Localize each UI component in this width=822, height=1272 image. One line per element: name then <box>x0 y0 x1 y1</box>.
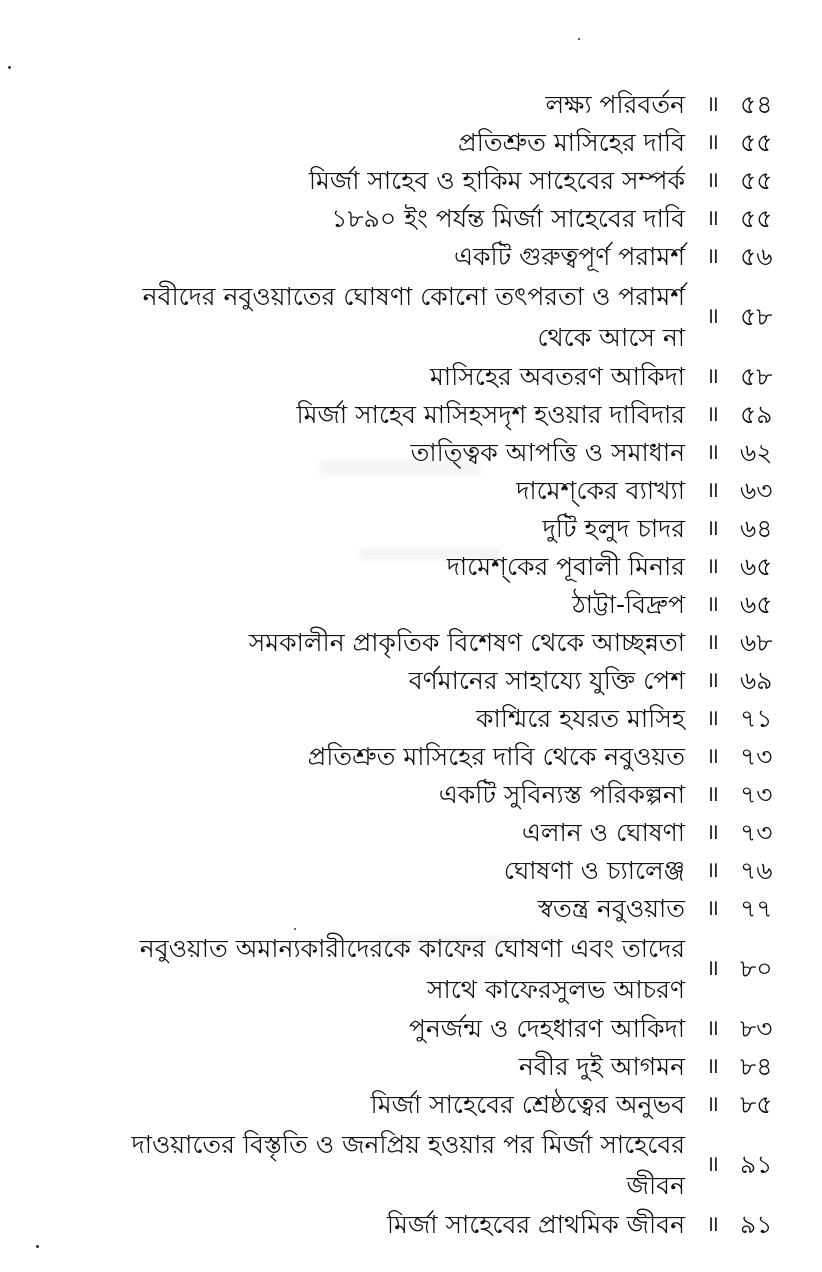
toc-entry-title: স্বতন্ত্র নবুওয়াত <box>537 894 685 923</box>
toc-entry <box>60 238 800 276</box>
toc-entry <box>60 1086 800 1124</box>
toc-entry-title: মির্জা সাহেব ও হাকিম সাহেবের সম্পর্ক <box>308 166 685 195</box>
toc-page-number: ৫৫ <box>740 128 773 157</box>
toc-page-number: ৬৪ <box>740 514 773 543</box>
toc-separator: ॥ <box>705 304 720 329</box>
toc-entry-title: মির্জা সাহেবের প্রাথমিক জীবন <box>386 1210 685 1239</box>
toc-entry <box>60 814 800 852</box>
toc-page-number: ৫৪ <box>740 90 773 119</box>
toc-entry <box>60 434 800 472</box>
toc-entry <box>60 276 800 358</box>
toc-separator: ॥ <box>705 168 720 193</box>
toc-page-number: ৬৯ <box>740 666 773 695</box>
toc-entry <box>60 548 800 586</box>
toc-page-number: ৭৩ <box>740 742 773 771</box>
toc-separator: ॥ <box>705 478 720 503</box>
toc-entry <box>60 586 800 624</box>
toc-entry-title <box>60 1124 685 1206</box>
toc-separator: ॥ <box>705 858 720 883</box>
toc-entry-title: ১৮৯০ ইং পর্যন্ত মির্জা সাহেবের দাবি <box>331 204 685 233</box>
toc-entry <box>60 738 800 776</box>
toc-page-number: ৫৫ <box>740 204 773 233</box>
table-of-contents <box>60 86 800 1244</box>
toc-page-number: ৭৩ <box>740 780 773 809</box>
toc-page-number: ৯১ <box>740 1210 773 1239</box>
ink-speck <box>578 38 580 40</box>
toc-entry <box>60 852 800 890</box>
toc-entry-title: সমকালীন প্রাকৃতিক বিশেষণ থেকে আচ্ছন্নতা <box>248 628 685 657</box>
toc-separator: ॥ <box>705 440 720 465</box>
toc-page-number: ৫৮ <box>740 302 773 331</box>
toc-separator: ॥ <box>705 896 720 921</box>
toc-page-number: ৭৩ <box>740 818 773 847</box>
toc-entry-title: ঠাট্টা-বিদ্রুপ <box>572 590 685 619</box>
toc-entry-title: এলান ও ঘোষণা <box>521 818 685 847</box>
toc-entry-title: তাত্ত্বিক আপত্তি ও সমাধান <box>410 438 685 467</box>
toc-separator: ॥ <box>705 1016 720 1041</box>
toc-entry-title: দুটি হলুদ চাদর <box>542 514 685 543</box>
toc-entry <box>60 472 800 510</box>
toc-entry <box>60 1206 800 1244</box>
toc-page-number: ৬২ <box>740 438 773 467</box>
toc-separator: ॥ <box>705 820 720 845</box>
toc-entry-title-line: জীবন <box>626 1171 685 1200</box>
toc-separator: ॥ <box>705 206 720 231</box>
toc-entry <box>60 396 800 434</box>
toc-page-number: ৮৫ <box>740 1090 773 1119</box>
toc-entry <box>60 624 800 662</box>
toc-separator: ॥ <box>705 130 720 155</box>
toc-separator: ॥ <box>705 402 720 427</box>
toc-entry <box>60 1048 800 1086</box>
toc-page-number: ৬৮ <box>740 628 773 657</box>
toc-page-number: ৫৯ <box>740 400 773 429</box>
toc-page-number: ৮৩ <box>740 1014 773 1043</box>
toc-entry <box>60 700 800 738</box>
toc-separator: ॥ <box>705 630 720 655</box>
toc-entry-title: পুনর্জন্ম ও দেহধারণ আকিদা <box>408 1014 685 1043</box>
toc-page-number: ৭১ <box>740 704 773 733</box>
toc-entry <box>60 890 800 928</box>
toc-entry <box>60 928 800 1010</box>
toc-entry <box>60 124 800 162</box>
toc-separator: ॥ <box>705 1212 720 1237</box>
toc-entry-title: প্রতিশ্রুত মাসিহের দাবি <box>458 128 685 157</box>
toc-entry-title: একটি গুরুত্বপূর্ণ পরামর্শ <box>453 242 685 271</box>
toc-entry-title: দামেশ্‌কের ব্যাখ্যা <box>516 476 685 505</box>
toc-page-number: ৬৫ <box>740 590 773 619</box>
toc-separator: ॥ <box>705 92 720 117</box>
toc-page-number: ৮০ <box>740 954 773 983</box>
toc-separator: ॥ <box>705 516 720 541</box>
toc-page-number: ৬৫ <box>740 552 773 581</box>
toc-entry-title: মির্জা সাহেব মাসিহসদৃশ হওয়ার দাবিদার <box>296 400 685 429</box>
toc-entry-title: কাশ্মিরে হযরত মাসিহ <box>475 704 685 733</box>
toc-separator: ॥ <box>705 1054 720 1079</box>
toc-separator: ॥ <box>705 244 720 269</box>
toc-entry <box>60 86 800 124</box>
toc-entry <box>60 662 800 700</box>
toc-separator: ॥ <box>705 956 720 981</box>
toc-entry-title: মাসিহের অবতরণ আকিদা <box>429 362 685 391</box>
toc-page-number: ৫৫ <box>740 166 773 195</box>
toc-entry-title: ঘোষণা ও চ্যালেঞ্জ <box>503 856 685 885</box>
toc-separator: ॥ <box>705 554 720 579</box>
toc-entry-title-line: সাথে কাফেরসুলভ আচরণ <box>427 975 685 1004</box>
toc-entry <box>60 776 800 814</box>
toc-entry <box>60 200 800 238</box>
toc-entry <box>60 358 800 396</box>
toc-separator: ॥ <box>705 668 720 693</box>
toc-page-number: ৫৮ <box>740 362 773 391</box>
toc-page-number: ৮৪ <box>740 1052 773 1081</box>
toc-entry-title: একটি সুবিন্যস্ত পরিকল্পনা <box>438 780 685 809</box>
toc-entry-title: বর্ণমানের সাহায্যে যুক্তি পেশ <box>408 666 685 695</box>
toc-page-number: ৬৩ <box>740 476 773 505</box>
toc-separator: ॥ <box>705 744 720 769</box>
toc-page-number: ৭৬ <box>740 856 773 885</box>
toc-separator: ॥ <box>705 592 720 617</box>
toc-entry-title: লক্ষ্য পরিবর্তন <box>545 90 685 119</box>
toc-separator: ॥ <box>705 1092 720 1117</box>
toc-entry-title-line: থেকে আসে না <box>537 323 685 352</box>
toc-entry-title: প্রতিশ্রুত মাসিহের দাবি থেকে নবুওয়ত <box>307 742 685 771</box>
ink-speck <box>36 1245 39 1248</box>
toc-entry-title: মির্জা সাহেবের শ্রেষ্ঠত্বের অনুভব <box>370 1090 685 1119</box>
toc-page-number: ৯১ <box>740 1150 773 1179</box>
toc-separator: ॥ <box>705 782 720 807</box>
toc-entry <box>60 162 800 200</box>
toc-entry-title: নবীর দুই আগমন <box>518 1052 685 1081</box>
toc-page-number: ৭৭ <box>740 894 773 923</box>
toc-entry-title: দামেশ্‌কের পূবালী মিনার <box>446 552 685 581</box>
toc-entry <box>60 510 800 548</box>
toc-entry-title <box>60 928 685 1010</box>
toc-separator: ॥ <box>705 706 720 731</box>
toc-entry-title-line: নবীদের নবুওয়াতের ঘোষণা কোনো তৎপরতা ও পরামর্শ <box>142 282 685 311</box>
toc-entry-title <box>60 276 685 358</box>
toc-entry <box>60 1124 800 1206</box>
toc-entry-title-line: নবুওয়াত অমান্যকারীদেরকে কাফের ঘোষণা এবং তাদের <box>139 934 685 963</box>
toc-separator: ॥ <box>705 1152 720 1177</box>
toc-entry <box>60 1010 800 1048</box>
ink-speck <box>8 66 11 69</box>
toc-entry-title-line: দাওয়াতের বিস্তৃতি ও জনপ্রিয় হওয়ার পর মির্জা সাহেবের <box>131 1130 685 1159</box>
toc-separator: ॥ <box>705 364 720 389</box>
toc-page-number: ৫৬ <box>740 242 773 271</box>
